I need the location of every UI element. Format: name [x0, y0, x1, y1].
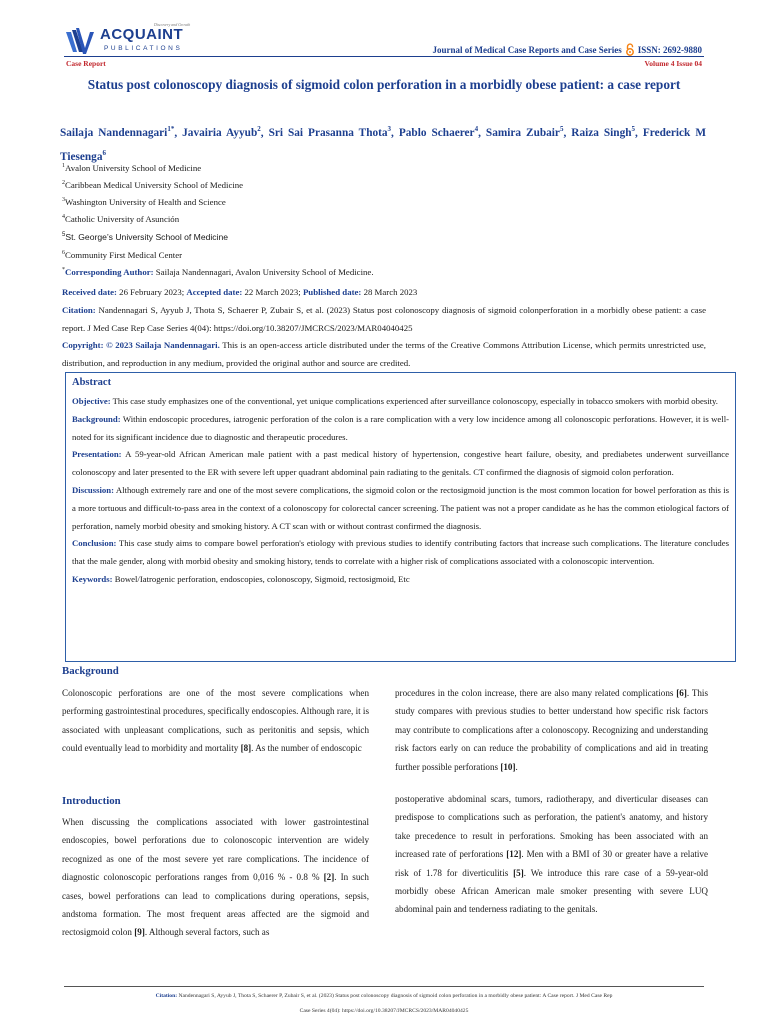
author-name: Sailaja Nandennagari — [60, 126, 168, 139]
affiliation-5: $^5$St. George’s University School of Medicine — [62, 232, 229, 242]
author-affiliation-mark: 2 — [257, 125, 261, 133]
affiliation-1: $^1$Avalon University School of Medicine — [62, 163, 202, 173]
author-list: Sailaja Nandennagari$^{1*}$, Javairia Ayyub$^2$, Sri Sai Prasanna Thota$^3$, Pablo Schaerer$^4$, Samira Zubair$^5$, Raiza Singh$^5$, Frederick M Tiesenga$^6$ — [60, 125, 706, 163]
publisher-name: ACQUAINT — [100, 26, 184, 43]
author-name: Raiza Singh — [571, 126, 632, 139]
author-affiliation-mark: 1* — [167, 125, 175, 133]
right-column-paragraph-1: procedures in the colon increase, there are also many related complications [6]. This study compares with previous studies to better understand how specific risk factors may contribute to complications after a colonoscopy. Recognizing and understanding risk factors early on can reduce the probability of complications and aid in treating further possible perforations [10]. — [395, 688, 708, 772]
abstract-presentation: Presentation: A 59-year-old African American male patient with a past medical history of hypertension, congestive heart failure, obesity, and prediabetes underwent surveillance colonoscopy and later presented to the ER with severe left upper quadrant abdominal pain radiating to the genitals. CT confirmed the diagnosis of sigmoid colon perforation. — [72, 449, 729, 478]
publisher-logo-icon — [64, 26, 98, 56]
journal-header — [433, 43, 703, 56]
abstract-objective: Objective: This case study emphasizes one of the conventional, yet unique complications experienced after surveillance colonoscopy, especially in tobacco smokers with morbid obesity. — [72, 396, 718, 406]
header-divider — [64, 56, 704, 57]
article-type: Case Report — [66, 59, 106, 68]
affiliation-3: $^3$Washington University of Health and Science — [62, 197, 226, 207]
affiliation-4: $^4$Catholic University of Asunción — [62, 214, 180, 224]
abstract-keywords: Keywords: Bowel/Iatrogenic perforation, endoscopies, colonoscopy, Sigmoid, rectosigmoid, Etc — [72, 573, 410, 584]
introduction-heading: Introduction — [62, 795, 121, 807]
author-affiliation-mark: 4 — [474, 125, 479, 133]
abstract-box — [65, 372, 736, 662]
author-name: Javairia Ayyub — [182, 126, 258, 139]
affiliation-2: $^2$Caribbean Medical University School of Medicine — [62, 180, 244, 190]
publisher-tagline: Discovery and Growth — [154, 22, 191, 27]
journal-name: Journal of Medical Case Reports and Case Series — [432, 44, 622, 55]
right-column-paragraph-2: postoperative abdominal scars, tumors, radiotherapy, and diverticular diseases can predispose to complications such as perforation, the patient's anatomy, and history take precedence to result in perforations. Smoking has been associated with an increased rate of perforations [12]. Men with a BMI of 30 or greater have a relative risk of 1.78 for diverticulitis [5]. We introduce this rare case of a 59-year-old morbidly obese African American male smoker presenting with severe LUQ abdominal pain and tenderness radiating to the genitals. — [395, 794, 708, 915]
introduction-paragraph: When discussing the complications associated with lower gastrointestinal endoscopies, bowel perforations due to colonoscopic intervention are widely recognized as one of the most severe yet rare complications. The incidence of diagnostic colonoscopic perforations ranges from 0,016 % - 0.8 % [2]. In such cases, bowel perforations can lead to complications during operations, sepsis, andstoma formation. The most frequent areas affected are the sigmoid and rectosigmoid colon [9]. Although several factors, such as — [62, 817, 369, 938]
publisher-subtitle: PUBLICATIONS — [104, 45, 183, 52]
corresponding-author: *Corresponding Author: Sailaja Nandennagari, Avalon University School of Medicine. — [62, 267, 374, 277]
open-access-icon — [625, 43, 635, 56]
affiliation-6: $^6$Community First Medical Center — [62, 250, 183, 260]
footer-divider — [64, 986, 704, 987]
author-name: Pablo Schaerer — [398, 126, 475, 139]
author-affiliation-mark: 5 — [631, 125, 636, 133]
author-affiliation-mark: 5 — [559, 125, 564, 133]
journal-issn: ISSN: 2692-9880 — [637, 44, 702, 55]
author-name: Samira Zubair — [485, 126, 560, 139]
abstract-conclusion: Conclusion: This case study aims to compare bowel perforation's etiology with previous studies to identify contributing factors that increase such complications. The literature concludes that the male gender, along with morbid obesity and smoking history, tends to correlate with a higher risk of complications associated with a colonoscopic intervention. — [72, 538, 730, 567]
author-affiliation-mark: 6 — [102, 148, 106, 157]
citation-block: Citation: Nandennagari S, Ayyub J, Thota S, Schaerer P, Zubair S, et al. (2023) Status post colonoscopy diagnosis of sigmoid colonperforation in a morbidly obese patient: a case report. J Med Case Rep Case Series 4(04): https://doi.org/10.38207/JMCRCS/2023/MAR04040425 — [62, 305, 707, 333]
copyright-block: Copyright: © 2023 Sailaja Nandennagari. This is an open-access article distributed under the terms of the Creative Commons Attribution License, which permits unrestricted use, distribution, and reproduction in any medium, provided the original author and source are credited. — [62, 340, 706, 368]
author-name: Sri Sai Prasanna Thota — [268, 126, 388, 139]
footer-citation: Citation: Nandennagari S, Ayyub J, Thota S, Schaerer P, Zubair S, et al. (2023) Status post colonoscopy diagnosis of sigmoid colon perforation in a morbidly obese patient: A Case report. J Med Case Rep Case Series 4(04): https://doi.org/10.38207/JMCRCS/2023/MAR04040425 — [155, 993, 613, 1014]
author-name: Frederick M Tiesenga — [60, 126, 706, 163]
abstract-background: Background: Within endoscopic procedures, iatrogenic perforation of the colon is a rare complication with a very low incidence among all colonoscopic perforations. However, it is well-noted for its significant incidence due to diagnostic and therapeutic procedures. — [72, 413, 729, 442]
article-title: Status post colonoscopy diagnosis of sigmoid colon perforation in a morbidly obese patient: a case report — [87, 77, 681, 92]
abstract-heading: Abstract — [72, 377, 112, 388]
abstract-discussion: Discussion: Although extremely rare and one of the most severe complications, the sigmoid colon or the rectosigmoid junction is the most common location for bowel perforation as this is a more tortuous and difficult-to-pass area in the context of a colonoscopy for colorectal cancer screening. The patient was not a proper candidate as he has the common etiological factors of perforation, namely morbid obesity and smoking history. A CT scan with or without contrast confirmed the diagnosis. — [72, 484, 730, 531]
background-paragraph: Colonoscopic perforations are one of the most severe complications when performing gastrointestinal procedures, specifically endoscopies. Although rare, it is associated with unpleasant complications, such as peritonitis and sepsis, which could eventually lead to morbidity and mortality [8]. As the number of endoscopic — [62, 688, 369, 754]
volume-issue: Volume 4 Issue 04 — [644, 59, 702, 68]
author-affiliation-mark: 3 — [387, 125, 392, 133]
article-dates: Received date: 26 February 2023; Accepted date: 22 March 2023; Published date: 28 March 2023 — [62, 287, 418, 297]
background-heading: Background — [62, 665, 119, 677]
